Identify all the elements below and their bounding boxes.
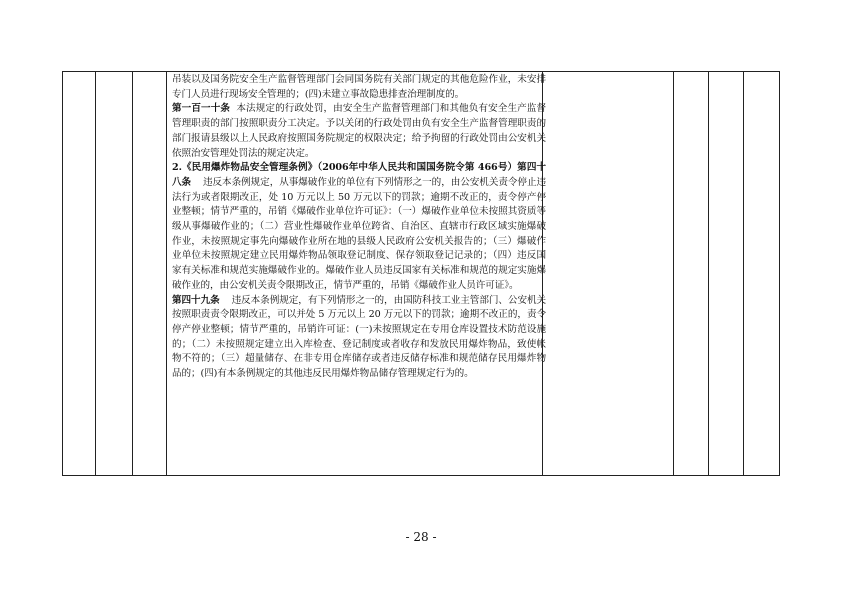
article-110-heading: 第一百一十条 xyxy=(172,103,231,115)
article-48 xyxy=(172,161,546,293)
column-divider xyxy=(673,72,674,475)
article-49-text: 违反本条例规定，有下列情形之一的，由国防科技工业主管部门、公安机关按照职责责令限期改正，可以并处 5 万元以上 20 万元以下的罚款；逾期不改正的，责令停产停业整顿；情节严重的，吊销许可证：(一)未按照规定在专用仓库设置技术防范设施的；（二）未按照规定建立出入库检查、登记制度或者收存和发放民用爆炸物品，致使帐物不符的；（三）超量储存、在非专用仓库储存或者违反储存标准和规范储存民用爆炸物品的；(四)有本条例规定的其他违反民用爆炸物品储存管理规定行为的。 xyxy=(172,294,546,380)
column-divider xyxy=(166,72,167,475)
column-divider xyxy=(95,72,96,475)
article-49-heading: 第四十九条 xyxy=(172,294,220,306)
article-110 xyxy=(172,102,546,161)
article-110-text: 本法规定的行政处罚，由安全生产监督管理部门和其他负有安全生产监督管理职责的部门按照职责分工决定。予以关闭的行政处罚由负有安全生产监督管理职责的部门报请县级以上人民政府按照国务院规定的权限决定；给予拘留的行政处罚由公安机关依照治安管理处罚法的规定决定。 xyxy=(172,103,546,159)
column-divider xyxy=(708,72,709,475)
legal-text-cell xyxy=(172,73,546,382)
column-divider xyxy=(743,72,744,475)
column-divider xyxy=(132,72,133,475)
article-49 xyxy=(172,294,546,382)
page-number: - 28 - xyxy=(405,530,437,544)
paragraph-continued: 吊装以及国务院安全生产监督管理部门会同国务院有关部门规定的其他危险作业，未安排专门人员进行现场安全管理的；(四)未建立事故隐患排查治理制度的。 xyxy=(172,74,546,100)
regulation-title: 2.《民用爆炸物品安全管理条例》（2006年中华人民共和国国务院令第 466号）第四十八条 xyxy=(172,162,546,188)
article-48-text: 违反本条例规定，从事爆破作业的单位有下列情形之一的，由公安机关责令停止违法行为或者限期改正，处 10 万元以上 50 万元以下的罚款；逾期不改正的，责令停产停业整顿；情节严重的，吊销《爆破作业单位许可证》：（一）爆破作业单位未按照其资质等级从事爆破作业的；（二）营业性爆破作业单位跨省、自治区、直辖市行政区域实施爆破作业，未按照规定事先向爆破作业所在地的县级人民政府公安机关报告的；（三）爆破作业单位未按照规定建立民用爆炸物品领取登记制度、保存领取登记记录的；（四）违反国家有关标准和规范实施爆破作业的。爆破作业人员违反国家有关标准和规范的规定实施爆破作业的，由公安机关责令限期改正，情节严重的，吊销《爆破作业人员许可证》。 xyxy=(172,176,546,291)
